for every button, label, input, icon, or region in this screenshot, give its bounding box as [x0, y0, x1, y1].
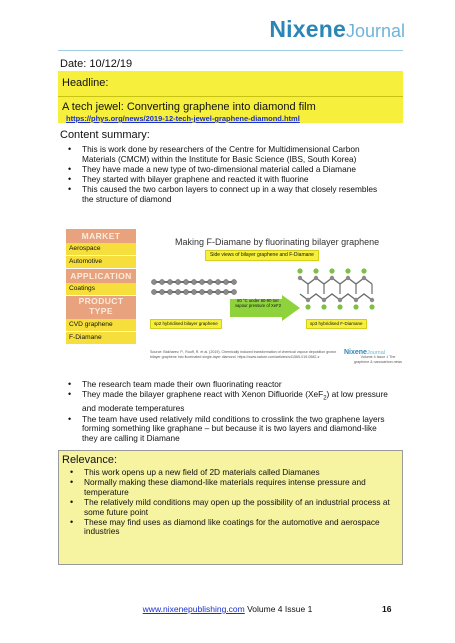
relevance-label: Relevance:: [62, 454, 118, 466]
product-item-cvd-graphene: CVD graphene: [66, 319, 136, 332]
list-item: [60, 415, 390, 444]
headline-label: Headline:: [62, 77, 109, 89]
headline-title: A tech jewel: Converting graphene into diamond film: [62, 101, 316, 113]
logo-text-journal: Journal: [345, 21, 405, 41]
side-views-label: Side views of bilayer graphene and F-Diamane: [205, 250, 319, 261]
date-line: Date: 10/12/19: [60, 58, 133, 70]
figure-reference: Source: Bakharev, P., Ruoff, R. et al. (2019). Chemically induced transformation of chemical vapour deposition grown bilayer graphene into fluorinated single-layer diamond. https://www.nature.com/articles/s41565-019-0582-z: [150, 350, 336, 359]
reaction-condition-label: 80 °C under 60-90 torr vapour pressure of XeF2: [234, 298, 282, 308]
publisher-link[interactable]: www.nixenepublishing.com: [142, 604, 245, 614]
bilayer-graphene-structure: [151, 279, 236, 294]
list-item: • This work opens up a new field of 2D materials called Diamanes: [62, 468, 392, 478]
product-item-f-diamane: F-Diamane: [66, 332, 136, 345]
headline-divider: [58, 96, 403, 97]
list-item-text: The team have used relatively mild conditions to crosslink the two graphene layers forming something like graphane – but because it is two layers and diamond-like they are calling it Diamane: [82, 413, 385, 443]
list-item: • They have made a new type of two-dimensional material called a Diamane: [60, 165, 390, 175]
figure-title: Making F-Diamane by fluorinating bilayer graphene: [175, 237, 380, 247]
application-header: APPLICATION: [66, 269, 136, 283]
headline-source-link[interactable]: https://phys.org/news/2019-12-tech-jewel-graphene-diamond.html: [66, 114, 300, 123]
market-item-automotive: Automotive: [66, 256, 136, 269]
category-panel: [66, 229, 136, 345]
header-rule: [58, 50, 403, 51]
list-item: [60, 380, 390, 390]
list-item: • These may find uses as diamond like coatings for the automotive and aerospace industries: [62, 518, 392, 537]
list-item: • This is work done by researchers of the Centre for Multidimensional Carbon Materials (CMCM) within the Institute for Basic Science (IBS, South Korea): [60, 145, 390, 164]
list-item-text: ) at low pressure and moderate temperatures: [82, 389, 388, 414]
footer-issue: Volume 4 Issue 1: [244, 604, 313, 614]
sp2-graphene-label: sp2 hybridised bilayer graphene: [150, 319, 222, 329]
content-summary-label: Content summary:: [60, 129, 150, 141]
list-item-text: The research team made their own fluorinating reactor: [82, 379, 282, 389]
market-item-aerospace: Aerospace: [66, 243, 136, 256]
journal-logo: [269, 18, 405, 41]
relevance-list: [62, 468, 392, 538]
application-item-coatings: Coatings: [66, 283, 136, 296]
content-summary-list: [60, 145, 390, 205]
findings-list: [60, 380, 390, 444]
sp3-diamane-label: sp3 hybridised F-Diamane: [306, 319, 367, 329]
figure-logo-nixene: Nixene: [344, 349, 367, 356]
figure-logo-journal: Journal: [366, 350, 386, 356]
list-item: • This caused the two carbon layers to connect up in a way that closely resembles the structure of diamond: [60, 185, 390, 204]
product-type-header: PRODUCT TYPE: [66, 296, 136, 319]
logo-text-nixene: Nixene: [269, 16, 346, 42]
market-header: MARKET: [66, 229, 136, 243]
list-item-text: They made the bilayer graphene react with Xenon Difluoride (XeF: [82, 389, 324, 400]
list-item: • They started with bilayer graphene and reacted it with fluorine: [60, 175, 390, 185]
page-number: 16: [382, 604, 392, 614]
list-item: • The relatively mild conditions may open up the possibility of an industrial process at some future point: [62, 498, 392, 517]
f-diamane-structure: [297, 268, 374, 309]
figure-issue-note: Volume 4 Issue 1 The graphene & nanocarbon news: [354, 355, 402, 364]
subscript: 2: [323, 395, 327, 402]
list-item: [60, 390, 390, 414]
list-item: • Normally making these diamond-like materials requires intense pressure and temperature: [62, 478, 392, 497]
